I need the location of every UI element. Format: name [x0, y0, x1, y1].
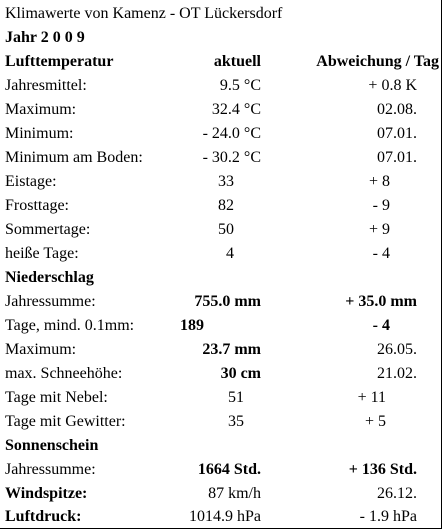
wind-label: Windspitze:	[5, 485, 88, 502]
row-value: 82	[218, 197, 234, 214]
row-deviation: + 0.8 K	[368, 77, 417, 94]
row-label: Minimum:	[5, 125, 74, 142]
table-row	[0, 338, 442, 362]
row-deviation: 26.05.	[377, 341, 417, 358]
column-current: aktuell	[213, 53, 261, 70]
table-row	[0, 386, 442, 410]
row-label: heiße Tage:	[5, 245, 79, 262]
row-label: max. Schneehöhe:	[5, 365, 123, 382]
pressure-row	[0, 505, 442, 529]
row-value: 30 cm	[220, 365, 261, 382]
section-header-row	[0, 434, 442, 458]
table-row	[0, 98, 442, 122]
column-header-row	[0, 50, 442, 74]
row-deviation: 07.01.	[377, 125, 417, 142]
section-header-row	[0, 266, 442, 290]
row-label: Tage mit Gewitter:	[5, 413, 126, 430]
row-deviation: + 35.0 mm	[345, 293, 417, 310]
row-label: Maximum:	[5, 341, 77, 358]
row-value: 33	[218, 173, 234, 190]
section-temperature: Lufttemperatur	[5, 53, 114, 70]
row-label: Tage, mind. 0.1mm:	[5, 317, 135, 334]
pressure-value: 1014.9 hPa	[189, 508, 261, 525]
table-row	[0, 218, 442, 242]
row-value: 32.4 °C	[211, 101, 261, 118]
table-row	[0, 362, 442, 386]
table-row	[0, 74, 442, 98]
pressure-label: Luftdruck:	[5, 508, 82, 525]
year-label: Jahr 2 0 0 9	[5, 29, 85, 46]
row-label: Jahressumme:	[5, 293, 96, 310]
wind-row	[0, 482, 442, 506]
table-row	[0, 410, 442, 434]
row-deviation: - 9	[372, 197, 390, 214]
row-label: Maximum:	[5, 101, 77, 118]
year-row	[0, 26, 442, 50]
row-deviation: 21.02.	[377, 365, 417, 382]
table-row	[0, 242, 442, 266]
table-row	[0, 314, 442, 338]
table-title-row	[0, 2, 442, 26]
row-label: Jahresmittel:	[5, 77, 87, 94]
table-row	[0, 170, 442, 194]
row-label: Jahressumme:	[5, 461, 96, 478]
table-row	[0, 194, 442, 218]
row-label: Eistage:	[5, 173, 57, 190]
row-value: 23.7 mm	[202, 341, 261, 358]
table-row	[0, 290, 442, 314]
row-value: 35	[228, 413, 244, 430]
row-label: Minimum am Boden:	[5, 149, 143, 166]
row-deviation: + 11	[357, 389, 386, 406]
row-value: 1664 Std.	[197, 461, 261, 478]
table-row	[0, 122, 442, 146]
row-value: - 30.2 °C	[202, 149, 261, 166]
pressure-deviation: - 1.9 hPa	[359, 508, 417, 525]
row-deviation: 02.08.	[377, 101, 417, 118]
section-sunshine: Sonnenschein	[5, 437, 99, 454]
row-value: 50	[218, 221, 234, 238]
row-deviation: + 8	[368, 173, 390, 190]
row-label: Frosttage:	[5, 197, 69, 214]
wind-deviation: 26.12.	[377, 485, 417, 502]
row-value: - 24.0 °C	[202, 125, 261, 142]
row-value: 755.0 mm	[194, 293, 261, 310]
table-row	[0, 146, 442, 170]
column-deviation: Abweichung / Tag	[316, 53, 439, 70]
row-label: Sommertage:	[5, 221, 91, 238]
row-deviation: + 5	[364, 413, 386, 430]
row-label: Tage mit Nebel:	[5, 389, 108, 406]
table-title: Klimawerte von Kamenz - OT Lückersdorf	[5, 5, 283, 22]
row-deviation: + 9	[368, 221, 390, 238]
row-deviation: - 4	[372, 317, 390, 334]
row-deviation: 07.01.	[377, 149, 417, 166]
wind-value: 87 km/h	[208, 485, 261, 502]
row-value: 4	[226, 245, 234, 262]
table-row	[0, 458, 442, 482]
row-value: 189	[180, 317, 204, 334]
row-value: 9.5 °C	[219, 77, 261, 94]
row-deviation: - 4	[372, 245, 390, 262]
row-value: 51	[228, 389, 244, 406]
section-precipitation: Niederschlag	[5, 269, 94, 286]
row-deviation: + 136 Std.	[348, 461, 417, 478]
